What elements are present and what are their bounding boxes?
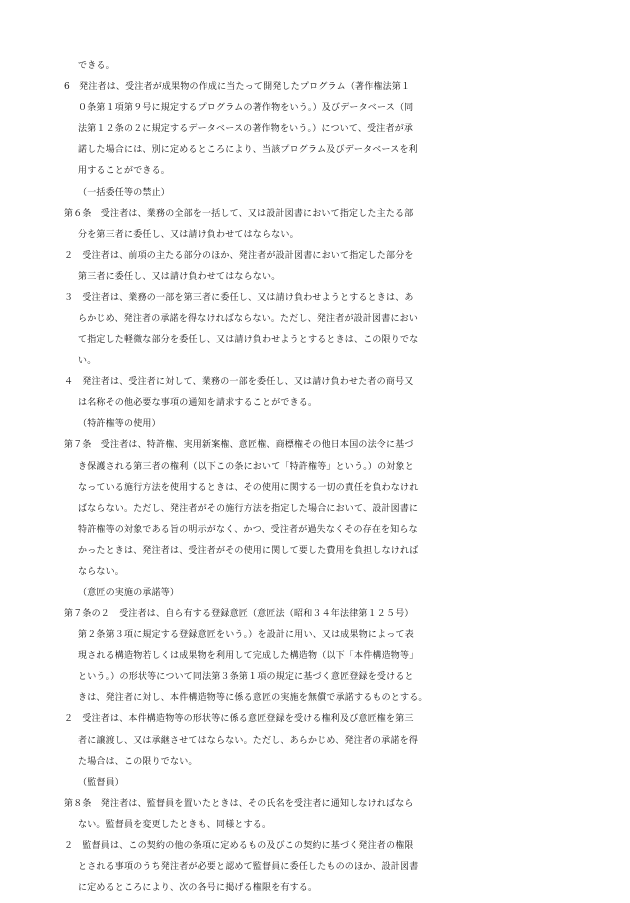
section-heading: （意匠の実施の承諾等）	[78, 587, 180, 598]
text-line: 用することができる。	[78, 166, 171, 177]
text-line: という。）の形状等について同法第３条第１項の規定に基づく意匠登録を受けると	[78, 672, 414, 683]
text-line: 特許権等の対象である旨の明示がなく、かつ、受注者が過失なくその存在を知らな	[78, 524, 418, 535]
text-line: き保護される第三者の権利（以下この条において「特許権等」という。）の対象と	[78, 461, 414, 472]
text-line: ２ 監督員は、この契約の他の条項に定めるもの及びこの契約に基づく発注者の権限	[64, 840, 414, 851]
text-line: ばならない。ただし、発注者がその施行方法を指定した場合において、設計図書に	[78, 503, 419, 514]
text-line: ０条第１項第９号に規定するプログラムの著作物をいう。）及びデータベース（同	[78, 103, 414, 114]
text-line: 第三者に委任し、又は請け負わせてはならない。	[78, 271, 281, 282]
text-line: 第７条 受注者は、特許権、実用新案権、意匠権、商標権その他日本国の法令に基づ	[64, 440, 414, 451]
text-line: い。	[78, 356, 97, 367]
text-line: 者に譲渡し、又は承継させてはならない。ただし、あらかじめ、発注者の承諾を得	[78, 735, 419, 746]
text-line: なっている施行方法を使用するときは、その使用に関する一切の責任を負わなけれ	[78, 482, 419, 493]
text-line: ３ 受注者は、業務の一部を第三者に委任し、又は請け負わせようとするときは、あ	[64, 292, 414, 303]
text-line: できる。	[78, 61, 115, 71]
text-line: に定めるところにより、次の各号に掲げる権限を有する。	[78, 883, 318, 893]
text-line: ２ 受注者は、前項の主たる部分のほか、発注者が設計図書において指定した部分を	[64, 250, 414, 261]
text-line: 第７条の２ 受注者は、自ら有する登録意匠（意匠法（昭和３４年法律第１２５号）	[64, 609, 414, 619]
text-line: らかじめ、発注者の承諾を得なければならない。ただし、発注者が設計図書におい	[78, 313, 419, 324]
text-line: た場合は、この限りでない。	[78, 756, 198, 767]
section-heading: （監督員）	[78, 777, 125, 788]
text-line: ２ 受注者は、本件構造物等の形状等に係る意匠登録を受ける権利及び意匠権を第三	[64, 714, 414, 725]
text-line: ４ 発注者は、受注者に対して、業務の一部を委任し、又は請け負わせた者の商号又	[64, 377, 414, 388]
text-line: 第６条 受注者は、業務の全部を一括して、又は設計図書において指定した主たる部	[64, 208, 414, 219]
text-line: は名称その他必要な事項の通知を請求することができる。	[78, 398, 318, 409]
text-line: ない。監督員を変更したときも、同様とする。	[78, 819, 272, 830]
text-line: 6 発注者は、受注者が成果物の作成に当たって開発したプログラム（著作権法第１	[64, 82, 411, 93]
text-line: 分を第三者に委任し、又は請け負わせてはならない。	[78, 229, 299, 240]
text-line: 法第１２条の２に規定するデータベースの著作物をいう。）について、受注者が承	[78, 124, 414, 135]
text-line: 第８条 発注者は、監督員を置いたときは、その氏名を受注者に通知しなければなら	[64, 798, 414, 809]
text-line: 諾した場合には、別に定めるところにより、当該プログラム及びデータベースを利	[78, 145, 418, 156]
text-line: て指定した軽微な部分を委任し、又は請け負わせようとするときは、この限りでな	[78, 335, 419, 345]
section-heading: （特許権等の使用）	[78, 419, 161, 430]
text-line: とされる事項のうち発注者が必要と認めて監督員に委任したもののほか、設計図書	[78, 861, 419, 872]
text-line: かったときは、発注者は、受注者がその使用に関して要した費用を負担しなければ	[78, 545, 419, 556]
text-line: ならない。	[78, 566, 125, 577]
text-line: きは、発注者に対し、本件構造物等に係る意匠の実施を無償で承諾するものとする。	[78, 693, 428, 704]
section-heading: （一括委任等の禁止）	[78, 187, 171, 198]
text-line: 現される構造物若しくは成果物を利用して完成した構造物（以下「本件構造物等」	[78, 651, 419, 662]
text-line: 第２条第３項に規定する登録意匠をいう。）を設計に用い、又は成果物によって表	[78, 630, 414, 641]
